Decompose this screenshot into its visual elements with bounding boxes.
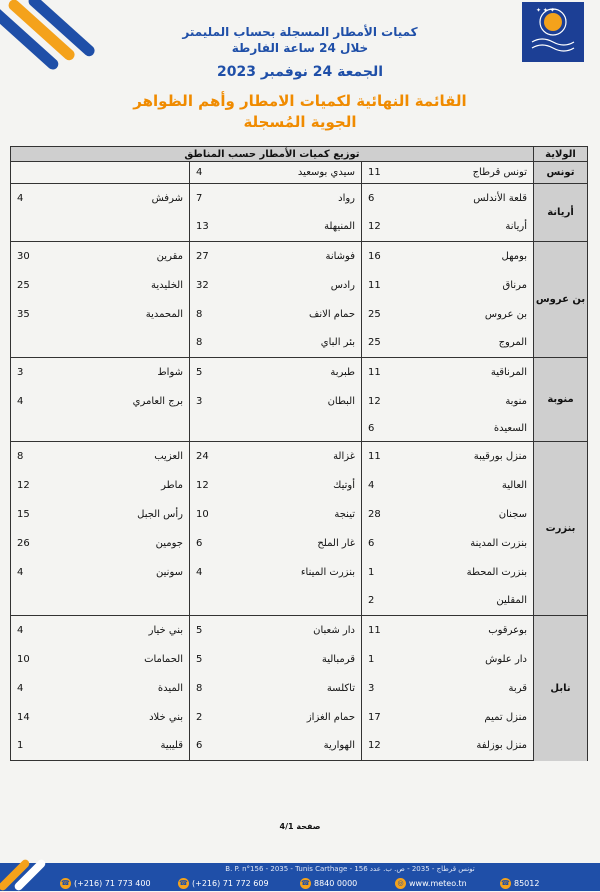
rainfall-value: 13 bbox=[190, 213, 250, 242]
table-row bbox=[11, 529, 588, 558]
rainfall-value: 11 bbox=[362, 271, 424, 300]
table-row bbox=[11, 645, 588, 674]
station-name: منزل بوزلفة bbox=[424, 732, 534, 761]
rainfall-value: 4 bbox=[362, 471, 424, 500]
rainfall-value: 17 bbox=[362, 703, 424, 732]
station-name: قليبية bbox=[71, 732, 190, 761]
station-name bbox=[71, 587, 190, 616]
station-name: المحمدية bbox=[71, 300, 190, 329]
rainfall-value: 11 bbox=[362, 358, 424, 387]
report-title-1: القائمة النهائية لكميات الامطار وأهم الظواهر bbox=[133, 92, 467, 110]
header-line1: كميات الأمطار المسجلة بحساب المليمتر bbox=[182, 25, 418, 39]
wilaya-cell: منوبة bbox=[534, 358, 588, 442]
table-row bbox=[11, 587, 588, 616]
table-row bbox=[11, 184, 588, 213]
station-name: حمام الانف bbox=[250, 300, 362, 329]
table-row bbox=[11, 329, 588, 358]
phone-2-text: (+216) 71 772 609 bbox=[192, 879, 269, 888]
rainfall-value bbox=[11, 587, 71, 616]
report-title-2: الجوية المُسجلة bbox=[243, 113, 357, 131]
table-row bbox=[11, 732, 588, 761]
rainfall-value: 14 bbox=[11, 703, 71, 732]
station-name: شرفش bbox=[71, 184, 190, 213]
col-wilaya: الولاية bbox=[534, 147, 588, 162]
rainfall-value bbox=[11, 162, 71, 184]
rainfall-value: 4 bbox=[11, 558, 71, 587]
phone-4-text: 85012 bbox=[514, 879, 540, 888]
page-number: صفحة 4/1 bbox=[279, 822, 321, 831]
station-name bbox=[71, 213, 190, 242]
rainfall-value: 6 bbox=[362, 416, 424, 442]
rainfall-value bbox=[11, 416, 71, 442]
station-name: مرناق bbox=[424, 271, 534, 300]
station-name: دار شعبان bbox=[250, 616, 362, 645]
rainfall-value: 4 bbox=[11, 616, 71, 645]
station-name: حمام الغزاز bbox=[250, 703, 362, 732]
station-name: أريانة bbox=[424, 213, 534, 242]
station-name: العزيب bbox=[71, 442, 190, 471]
station-name: تاكلسة bbox=[250, 674, 362, 703]
rainfall-value: 3 bbox=[362, 674, 424, 703]
rainfall-value: 11 bbox=[362, 442, 424, 471]
rainfall-value: 12 bbox=[190, 471, 250, 500]
table-row bbox=[11, 416, 588, 442]
rainfall-value: 1 bbox=[362, 645, 424, 674]
station-name bbox=[71, 329, 190, 358]
footer-phone-1 bbox=[60, 878, 151, 889]
rainfall-value bbox=[11, 329, 71, 358]
station-name: سونين bbox=[71, 558, 190, 587]
footer-address: B. P. n°156 - 2035 - Tunis Carthage - تونس قرطاج - 2035 - ص. ب. عدد 156 bbox=[225, 865, 475, 873]
rainfall-value: 5 bbox=[190, 358, 250, 387]
rainfall-value bbox=[11, 213, 71, 242]
station-name: بنزرت الميناء bbox=[250, 558, 362, 587]
table-row bbox=[11, 616, 588, 645]
col-distribution: توزيع كميات الأمطار حسب المناطق bbox=[11, 147, 534, 162]
header-date: الجمعة 24 نوفمبر 2023 bbox=[216, 64, 384, 80]
table-row bbox=[11, 703, 588, 732]
rainfall-value: 25 bbox=[362, 300, 424, 329]
station-name: بوعرقوب bbox=[424, 616, 534, 645]
rainfall-value: 4 bbox=[11, 184, 71, 213]
station-name: منوبة bbox=[424, 387, 534, 416]
station-name: بني خيار bbox=[71, 616, 190, 645]
station-name: بنزرت المدينة bbox=[424, 529, 534, 558]
station-name: مقرين bbox=[71, 242, 190, 271]
station-name bbox=[250, 416, 362, 442]
table-row bbox=[11, 242, 588, 271]
phone-1-text: (+216) 71 773 400 bbox=[74, 879, 151, 888]
table-header bbox=[11, 147, 588, 162]
station-name bbox=[71, 416, 190, 442]
station-name bbox=[71, 162, 190, 184]
rainfall-value: 32 bbox=[190, 271, 250, 300]
globe-icon: ◎ bbox=[395, 878, 406, 889]
rainfall-value: 28 bbox=[362, 500, 424, 529]
phone-icon: ☎ bbox=[501, 879, 510, 887]
rainfall-value: 35 bbox=[11, 300, 71, 329]
rainfall-value: 6 bbox=[190, 529, 250, 558]
table-row bbox=[11, 300, 588, 329]
rainfall-value: 11 bbox=[362, 616, 424, 645]
rainfall-value: 12 bbox=[362, 387, 424, 416]
rainfall-value bbox=[190, 587, 250, 616]
station-name: الخليدية bbox=[71, 271, 190, 300]
station-name: بن عروس bbox=[424, 300, 534, 329]
phone-icon: ☎ bbox=[61, 879, 70, 887]
table-row bbox=[11, 358, 588, 387]
station-name: سيدي بوسعيد bbox=[250, 162, 362, 184]
station-name: بئر الباي bbox=[250, 329, 362, 358]
footer-phone-4 bbox=[500, 878, 539, 889]
station-name: قلعة الأندلس bbox=[424, 184, 534, 213]
station-name: رادس bbox=[250, 271, 362, 300]
station-name: رأس الجبل bbox=[71, 500, 190, 529]
station-name bbox=[250, 587, 362, 616]
rainfall-value: 25 bbox=[362, 329, 424, 358]
station-name: منزل بورقيبة bbox=[424, 442, 534, 471]
rainfall-value: 4 bbox=[11, 674, 71, 703]
station-name: طبربة bbox=[250, 358, 362, 387]
table-row bbox=[11, 271, 588, 300]
rainfall-value: 8 bbox=[11, 442, 71, 471]
station-name: شواط bbox=[71, 358, 190, 387]
rainfall-value: 12 bbox=[362, 732, 424, 761]
station-name: فوشانة bbox=[250, 242, 362, 271]
rainfall-value: 30 bbox=[11, 242, 71, 271]
station-name: قرمبالية bbox=[250, 645, 362, 674]
station-name: بومهل bbox=[424, 242, 534, 271]
rainfall-value: 4 bbox=[190, 162, 250, 184]
station-name: الميدة bbox=[71, 674, 190, 703]
footer-phone-2 bbox=[178, 878, 269, 889]
rainfall-value bbox=[190, 416, 250, 442]
rainfall-value: 10 bbox=[11, 645, 71, 674]
phone-icon: ☎ bbox=[301, 879, 310, 887]
station-name: المنيهلة bbox=[250, 213, 362, 242]
table-row bbox=[11, 558, 588, 587]
station-name: برج العامري bbox=[71, 387, 190, 416]
rainfall-value: 11 bbox=[362, 162, 424, 184]
wilaya-cell: بنزرت bbox=[534, 442, 588, 616]
station-name: جومين bbox=[71, 529, 190, 558]
rainfall-value: 3 bbox=[11, 358, 71, 387]
wilaya-cell: نابل bbox=[534, 616, 588, 761]
station-name: قربة bbox=[424, 674, 534, 703]
rainfall-value: 2 bbox=[362, 587, 424, 616]
rainfall-value: 15 bbox=[11, 500, 71, 529]
rainfall-value: 8 bbox=[190, 329, 250, 358]
station-name: الهوارية bbox=[250, 732, 362, 761]
table-row bbox=[11, 442, 588, 471]
wilaya-cell: بن عروس bbox=[534, 242, 588, 358]
table-row bbox=[11, 387, 588, 416]
footer-phone-3 bbox=[300, 878, 357, 889]
rainfall-table bbox=[10, 146, 588, 761]
rainfall-value: 27 bbox=[190, 242, 250, 271]
rainfall-value: 1 bbox=[362, 558, 424, 587]
rainfall-value: 10 bbox=[190, 500, 250, 529]
rainfall-value: 26 bbox=[11, 529, 71, 558]
table-row bbox=[11, 500, 588, 529]
rainfall-value: 4 bbox=[190, 558, 250, 587]
station-name: بنزرت المحطة bbox=[424, 558, 534, 587]
phone-icon: ☎ bbox=[179, 879, 188, 887]
rainfall-value: 8 bbox=[190, 300, 250, 329]
station-name: الحمامات bbox=[71, 645, 190, 674]
wilaya-cell: أريانة bbox=[534, 184, 588, 242]
rainfall-value: 16 bbox=[362, 242, 424, 271]
station-name: تينجة bbox=[250, 500, 362, 529]
rainfall-value: 25 bbox=[11, 271, 71, 300]
header-line2: خلال 24 ساعة الفارطة bbox=[231, 41, 369, 55]
rainfall-value: 24 bbox=[190, 442, 250, 471]
table-row bbox=[11, 674, 588, 703]
station-name: منزل تميم bbox=[424, 703, 534, 732]
station-name: العالية bbox=[424, 471, 534, 500]
website-text[interactable]: www.meteo.tn bbox=[409, 879, 467, 888]
wilaya-cell: تونس bbox=[534, 162, 588, 184]
rainfall-value: 12 bbox=[11, 471, 71, 500]
table-row bbox=[11, 213, 588, 242]
station-name: غزالة bbox=[250, 442, 362, 471]
station-name: المروج bbox=[424, 329, 534, 358]
rainfall-value: 8 bbox=[190, 674, 250, 703]
station-name: السعيدة bbox=[424, 416, 534, 442]
station-name: سجنان bbox=[424, 500, 534, 529]
station-name: تونس قرطاج bbox=[424, 162, 534, 184]
rainfall-value: 7 bbox=[190, 184, 250, 213]
rainfall-value: 5 bbox=[190, 645, 250, 674]
footer-website[interactable] bbox=[395, 878, 467, 889]
rainfall-value: 1 bbox=[11, 732, 71, 761]
rainfall-value: 2 bbox=[190, 703, 250, 732]
rainfall-value: 6 bbox=[190, 732, 250, 761]
rainfall-value: 4 bbox=[11, 387, 71, 416]
rainfall-value: 6 bbox=[362, 529, 424, 558]
table-row bbox=[11, 162, 588, 184]
rainfall-value: 6 bbox=[362, 184, 424, 213]
footer bbox=[0, 863, 600, 891]
phone-3-text: 8840 0000 bbox=[314, 879, 358, 888]
rainfall-value: 12 bbox=[362, 213, 424, 242]
rainfall-value: 3 bbox=[190, 387, 250, 416]
station-name: ماطر bbox=[71, 471, 190, 500]
station-name: المرناقية bbox=[424, 358, 534, 387]
table-row bbox=[11, 471, 588, 500]
svg-text:✦ ✦ ✦: ✦ ✦ ✦ bbox=[536, 7, 555, 14]
station-name: رواد bbox=[250, 184, 362, 213]
rainfall-value: 5 bbox=[190, 616, 250, 645]
station-name: دار علوش bbox=[424, 645, 534, 674]
station-name: البطان bbox=[250, 387, 362, 416]
station-name: بني خلاد bbox=[71, 703, 190, 732]
station-name: غار الملح bbox=[250, 529, 362, 558]
station-name: أوتيك bbox=[250, 471, 362, 500]
station-name: المقلين bbox=[424, 587, 534, 616]
